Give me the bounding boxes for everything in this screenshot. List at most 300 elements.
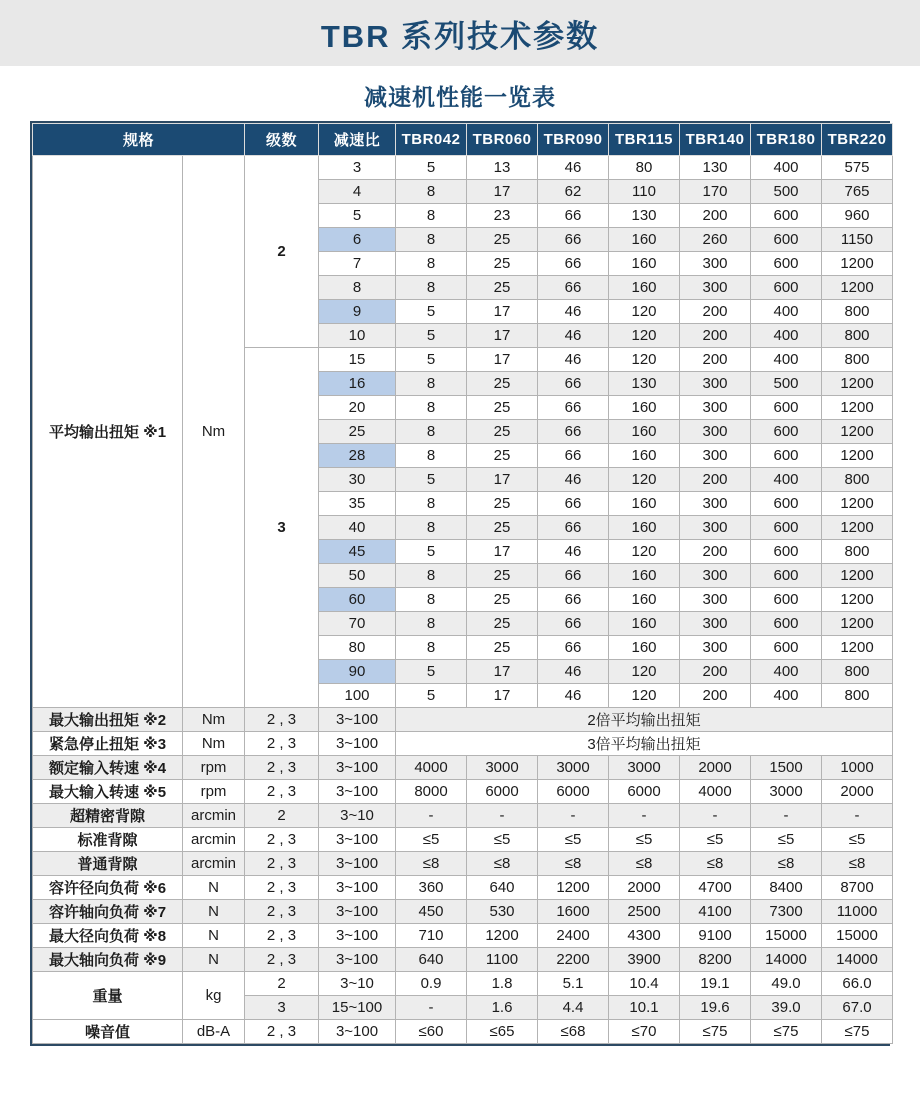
- value-cell: 66: [538, 228, 609, 252]
- table-row: [33, 756, 893, 780]
- value-cell: 600: [751, 492, 822, 516]
- ratio-cell: 30: [319, 468, 396, 492]
- ratio-cell: 3~100: [319, 876, 396, 900]
- value-cell: 6000: [467, 780, 538, 804]
- value-cell: 5.1: [538, 972, 609, 996]
- table-row: [33, 876, 893, 900]
- value-cell: 120: [609, 660, 680, 684]
- value-cell: ≤8: [538, 852, 609, 876]
- value-cell: 110: [609, 180, 680, 204]
- value-cell: 200: [680, 660, 751, 684]
- value-cell: 5: [396, 468, 467, 492]
- value-cell: 66: [538, 420, 609, 444]
- value-cell: 530: [467, 900, 538, 924]
- value-cell: 8: [396, 444, 467, 468]
- value-cell: 600: [751, 396, 822, 420]
- column-header-tbr090: TBR090: [538, 124, 609, 156]
- stage-cell: 2 , 3: [245, 900, 319, 924]
- value-cell: 25: [467, 228, 538, 252]
- value-cell: 8: [396, 372, 467, 396]
- value-cell: 400: [751, 300, 822, 324]
- value-cell: 120: [609, 684, 680, 708]
- value-cell: 960: [822, 204, 893, 228]
- value-cell: 130: [609, 372, 680, 396]
- value-cell: 8: [396, 588, 467, 612]
- value-cell: 46: [538, 684, 609, 708]
- value-cell: 400: [751, 156, 822, 180]
- value-cell: 200: [680, 684, 751, 708]
- column-header-tbr115: TBR115: [609, 124, 680, 156]
- value-cell: 8: [396, 252, 467, 276]
- value-cell: 160: [609, 564, 680, 588]
- value-cell: 17: [467, 324, 538, 348]
- value-cell: 10.4: [609, 972, 680, 996]
- value-cell: ≤8: [822, 852, 893, 876]
- value-cell: 2000: [609, 876, 680, 900]
- value-cell: 23: [467, 204, 538, 228]
- value-cell: 300: [680, 372, 751, 396]
- value-cell: 66: [538, 588, 609, 612]
- value-cell: 1200: [822, 396, 893, 420]
- value-cell: 39.0: [751, 996, 822, 1020]
- value-cell: 13: [467, 156, 538, 180]
- value-cell: 3900: [609, 948, 680, 972]
- column-header-tbr042: TBR042: [396, 124, 467, 156]
- value-cell: ≤5: [467, 828, 538, 852]
- value-cell: 0.9: [396, 972, 467, 996]
- value-cell: 710: [396, 924, 467, 948]
- value-cell: 2200: [538, 948, 609, 972]
- value-cell: 300: [680, 564, 751, 588]
- stage-cell: 2 , 3: [245, 756, 319, 780]
- unit-cell: arcmin: [183, 828, 245, 852]
- value-cell: 4100: [680, 900, 751, 924]
- value-cell: 66: [538, 636, 609, 660]
- value-cell: 200: [680, 540, 751, 564]
- value-cell: 800: [822, 324, 893, 348]
- value-cell: 8: [396, 276, 467, 300]
- ratio-cell: 25: [319, 420, 396, 444]
- value-cell: -: [396, 996, 467, 1020]
- value-cell: 8: [396, 420, 467, 444]
- value-cell: 67.0: [822, 996, 893, 1020]
- value-cell: 66: [538, 372, 609, 396]
- stage-cell: 2: [245, 804, 319, 828]
- value-cell: 120: [609, 300, 680, 324]
- value-cell: 46: [538, 348, 609, 372]
- value-cell: 3000: [467, 756, 538, 780]
- value-cell: 2000: [680, 756, 751, 780]
- value-cell: -: [396, 804, 467, 828]
- value-cell: 600: [751, 444, 822, 468]
- spec-label: 最大轴向负荷 ※9: [33, 948, 183, 972]
- value-cell: 800: [822, 468, 893, 492]
- value-cell: 3000: [609, 756, 680, 780]
- unit-cell: dB-A: [183, 1020, 245, 1044]
- column-header-spec: 规格: [33, 124, 245, 156]
- value-cell: 160: [609, 516, 680, 540]
- value-cell: 46: [538, 540, 609, 564]
- column-header-级数: 级数: [245, 124, 319, 156]
- value-cell: 9100: [680, 924, 751, 948]
- value-cell: 46: [538, 324, 609, 348]
- value-cell: 300: [680, 612, 751, 636]
- value-cell: 25: [467, 276, 538, 300]
- ratio-cell: 3: [319, 156, 396, 180]
- spec-table: [32, 123, 893, 1044]
- value-cell: 66: [538, 564, 609, 588]
- value-cell: 17: [467, 540, 538, 564]
- column-header-tbr220: TBR220: [822, 124, 893, 156]
- value-cell: 25: [467, 252, 538, 276]
- value-cell: 5: [396, 348, 467, 372]
- spec-label: 普通背隙: [33, 852, 183, 876]
- table-header: [33, 124, 893, 156]
- value-cell: 800: [822, 540, 893, 564]
- value-cell: 4300: [609, 924, 680, 948]
- value-cell: 66: [538, 204, 609, 228]
- ratio-cell: 7: [319, 252, 396, 276]
- ratio-cell: 6: [319, 228, 396, 252]
- value-cell: 1200: [822, 420, 893, 444]
- value-cell: ≤75: [680, 1020, 751, 1044]
- value-cell: 80: [609, 156, 680, 180]
- value-cell: 200: [680, 300, 751, 324]
- ratio-cell: 8: [319, 276, 396, 300]
- stage-cell: 3: [245, 996, 319, 1020]
- ratio-cell: 3~100: [319, 1020, 396, 1044]
- value-cell: 17: [467, 660, 538, 684]
- value-cell: 2400: [538, 924, 609, 948]
- ratio-cell: 3~100: [319, 948, 396, 972]
- value-cell: 130: [609, 204, 680, 228]
- ratio-cell: 3~100: [319, 708, 396, 732]
- ratio-cell: 3~100: [319, 828, 396, 852]
- value-cell: 160: [609, 588, 680, 612]
- value-cell: 3000: [538, 756, 609, 780]
- value-cell: 1200: [822, 516, 893, 540]
- unit-cell: arcmin: [183, 804, 245, 828]
- unit-cell: rpm: [183, 780, 245, 804]
- value-cell: 160: [609, 396, 680, 420]
- value-cell: 600: [751, 564, 822, 588]
- value-cell: 1600: [538, 900, 609, 924]
- value-cell: ≤5: [751, 828, 822, 852]
- value-cell: 25: [467, 588, 538, 612]
- value-cell: -: [822, 804, 893, 828]
- value-cell: 160: [609, 276, 680, 300]
- value-cell: 200: [680, 204, 751, 228]
- value-cell: 160: [609, 444, 680, 468]
- unit-cell: N: [183, 924, 245, 948]
- value-cell: -: [680, 804, 751, 828]
- value-cell: 400: [751, 468, 822, 492]
- unit-cell: N: [183, 876, 245, 900]
- ratio-cell: 50: [319, 564, 396, 588]
- ratio-cell: 3~100: [319, 900, 396, 924]
- table-body: [33, 156, 893, 1044]
- value-cell: 600: [751, 252, 822, 276]
- ratio-cell: 3~100: [319, 924, 396, 948]
- value-cell: 1000: [822, 756, 893, 780]
- value-cell: 170: [680, 180, 751, 204]
- value-cell: 15000: [822, 924, 893, 948]
- value-cell: 5: [396, 540, 467, 564]
- value-cell: 25: [467, 372, 538, 396]
- value-cell: ≤75: [751, 1020, 822, 1044]
- ratio-cell: 10: [319, 324, 396, 348]
- table-row: [33, 828, 893, 852]
- spec-label: 容许径向负荷 ※6: [33, 876, 183, 900]
- ratio-cell: 3~100: [319, 732, 396, 756]
- value-cell: 160: [609, 252, 680, 276]
- value-cell: 62: [538, 180, 609, 204]
- value-cell: 1500: [751, 756, 822, 780]
- value-cell: 66: [538, 612, 609, 636]
- column-header-减速比: 减速比: [319, 124, 396, 156]
- value-cell: 8: [396, 564, 467, 588]
- ratio-cell: 35: [319, 492, 396, 516]
- table-row: [33, 780, 893, 804]
- value-cell: 46: [538, 660, 609, 684]
- value-cell: 66: [538, 276, 609, 300]
- value-cell: 17: [467, 348, 538, 372]
- value-cell: 4000: [680, 780, 751, 804]
- stage-cell: 3: [245, 348, 319, 708]
- value-cell: 11000: [822, 900, 893, 924]
- spec-table-wrapper: [30, 121, 890, 1046]
- value-cell: 1200: [538, 876, 609, 900]
- spec-label: 紧急停止扭矩 ※3: [33, 732, 183, 756]
- value-cell: 5: [396, 684, 467, 708]
- value-cell: 8: [396, 612, 467, 636]
- value-cell: -: [609, 804, 680, 828]
- table-row: [33, 708, 893, 732]
- value-cell: ≤8: [396, 852, 467, 876]
- value-cell: 300: [680, 588, 751, 612]
- value-cell: 46: [538, 300, 609, 324]
- ratio-cell: 100: [319, 684, 396, 708]
- value-cell: -: [467, 804, 538, 828]
- ratio-cell: 3~100: [319, 780, 396, 804]
- value-cell: 1.8: [467, 972, 538, 996]
- ratio-cell: 70: [319, 612, 396, 636]
- value-cell: 17: [467, 684, 538, 708]
- value-cell: 300: [680, 396, 751, 420]
- value-cell: 66: [538, 444, 609, 468]
- merged-note-cell: 2倍平均输出扭矩: [396, 708, 893, 732]
- ratio-cell: 20: [319, 396, 396, 420]
- value-cell: 25: [467, 636, 538, 660]
- value-cell: 1200: [822, 444, 893, 468]
- value-cell: 7300: [751, 900, 822, 924]
- table-row: [33, 900, 893, 924]
- stage-cell: 2 , 3: [245, 876, 319, 900]
- merged-note-cell: 3倍平均输出扭矩: [396, 732, 893, 756]
- spec-label: 额定输入转速 ※4: [33, 756, 183, 780]
- value-cell: 300: [680, 492, 751, 516]
- value-cell: 5: [396, 156, 467, 180]
- title-banner: [0, 0, 920, 66]
- value-cell: 600: [751, 588, 822, 612]
- value-cell: 1200: [822, 612, 893, 636]
- value-cell: 300: [680, 252, 751, 276]
- value-cell: 640: [467, 876, 538, 900]
- page-title: TBR 系列技术参数: [320, 18, 600, 54]
- value-cell: 120: [609, 468, 680, 492]
- unit-cell: rpm: [183, 756, 245, 780]
- value-cell: ≤65: [467, 1020, 538, 1044]
- value-cell: 360: [396, 876, 467, 900]
- value-cell: 400: [751, 324, 822, 348]
- value-cell: 160: [609, 492, 680, 516]
- ratio-cell: 3~10: [319, 972, 396, 996]
- value-cell: 1200: [822, 588, 893, 612]
- value-cell: 8400: [751, 876, 822, 900]
- value-cell: 25: [467, 444, 538, 468]
- value-cell: 800: [822, 660, 893, 684]
- value-cell: 300: [680, 516, 751, 540]
- value-cell: 4.4: [538, 996, 609, 1020]
- value-cell: 14000: [822, 948, 893, 972]
- value-cell: 25: [467, 516, 538, 540]
- unit-cell: Nm: [183, 708, 245, 732]
- value-cell: 8200: [680, 948, 751, 972]
- value-cell: 25: [467, 612, 538, 636]
- value-cell: 600: [751, 204, 822, 228]
- value-cell: 160: [609, 228, 680, 252]
- table-row: [33, 948, 893, 972]
- table-row: [33, 732, 893, 756]
- value-cell: 5: [396, 660, 467, 684]
- value-cell: 600: [751, 420, 822, 444]
- value-cell: 1200: [822, 636, 893, 660]
- value-cell: ≤8: [680, 852, 751, 876]
- value-cell: 5: [396, 324, 467, 348]
- value-cell: 8000: [396, 780, 467, 804]
- value-cell: 1200: [467, 924, 538, 948]
- ratio-cell: 3~100: [319, 756, 396, 780]
- value-cell: 1200: [822, 564, 893, 588]
- value-cell: -: [751, 804, 822, 828]
- value-cell: ≤8: [751, 852, 822, 876]
- column-header-tbr060: TBR060: [467, 124, 538, 156]
- value-cell: 8: [396, 636, 467, 660]
- value-cell: 25: [467, 492, 538, 516]
- value-cell: 6000: [609, 780, 680, 804]
- stage-cell: 2 , 3: [245, 828, 319, 852]
- value-cell: 66.0: [822, 972, 893, 996]
- value-cell: ≤75: [822, 1020, 893, 1044]
- value-cell: 8: [396, 228, 467, 252]
- spec-label: 容许轴向负荷 ※7: [33, 900, 183, 924]
- stage-cell: 2 , 3: [245, 708, 319, 732]
- spec-label: 平均输出扭矩 ※1: [33, 156, 183, 708]
- value-cell: 800: [822, 348, 893, 372]
- value-cell: 600: [751, 636, 822, 660]
- value-cell: 8: [396, 492, 467, 516]
- ratio-cell: 9: [319, 300, 396, 324]
- spec-label: 最大输出扭矩 ※2: [33, 708, 183, 732]
- ratio-cell: 15~100: [319, 996, 396, 1020]
- value-cell: 1200: [822, 372, 893, 396]
- unit-cell: kg: [183, 972, 245, 1020]
- value-cell: 15000: [751, 924, 822, 948]
- value-cell: 8: [396, 180, 467, 204]
- value-cell: ≤8: [609, 852, 680, 876]
- value-cell: 120: [609, 348, 680, 372]
- value-cell: 6000: [538, 780, 609, 804]
- value-cell: 120: [609, 324, 680, 348]
- value-cell: 160: [609, 420, 680, 444]
- value-cell: 8: [396, 204, 467, 228]
- value-cell: 5: [396, 300, 467, 324]
- value-cell: 600: [751, 228, 822, 252]
- value-cell: 66: [538, 516, 609, 540]
- spec-label: 标准背隙: [33, 828, 183, 852]
- value-cell: 500: [751, 180, 822, 204]
- unit-cell: Nm: [183, 732, 245, 756]
- header-row: [33, 124, 893, 156]
- value-cell: 14000: [751, 948, 822, 972]
- value-cell: ≤5: [538, 828, 609, 852]
- value-cell: 66: [538, 396, 609, 420]
- column-header-tbr140: TBR140: [680, 124, 751, 156]
- unit-cell: Nm: [183, 156, 245, 708]
- value-cell: 400: [751, 348, 822, 372]
- value-cell: 600: [751, 516, 822, 540]
- value-cell: 300: [680, 276, 751, 300]
- value-cell: ≤5: [680, 828, 751, 852]
- value-cell: ≤70: [609, 1020, 680, 1044]
- value-cell: 25: [467, 396, 538, 420]
- value-cell: ≤5: [396, 828, 467, 852]
- value-cell: 8700: [822, 876, 893, 900]
- ratio-cell: 15: [319, 348, 396, 372]
- value-cell: 1200: [822, 252, 893, 276]
- value-cell: 120: [609, 540, 680, 564]
- ratio-cell: 60: [319, 588, 396, 612]
- value-cell: 160: [609, 636, 680, 660]
- unit-cell: N: [183, 948, 245, 972]
- value-cell: 600: [751, 612, 822, 636]
- value-cell: 8: [396, 396, 467, 420]
- value-cell: 200: [680, 348, 751, 372]
- value-cell: 1200: [822, 492, 893, 516]
- value-cell: 130: [680, 156, 751, 180]
- stage-cell: 2 , 3: [245, 732, 319, 756]
- value-cell: 4000: [396, 756, 467, 780]
- value-cell: 160: [609, 612, 680, 636]
- value-cell: 2000: [822, 780, 893, 804]
- value-cell: 600: [751, 540, 822, 564]
- column-header-tbr180: TBR180: [751, 124, 822, 156]
- ratio-cell: 80: [319, 636, 396, 660]
- ratio-cell: 28: [319, 444, 396, 468]
- ratio-cell: 45: [319, 540, 396, 564]
- value-cell: 17: [467, 468, 538, 492]
- value-cell: 640: [396, 948, 467, 972]
- value-cell: 66: [538, 492, 609, 516]
- spec-label: 噪音值: [33, 1020, 183, 1044]
- value-cell: 260: [680, 228, 751, 252]
- value-cell: 46: [538, 156, 609, 180]
- value-cell: 17: [467, 300, 538, 324]
- stage-cell: 2 , 3: [245, 852, 319, 876]
- table-row: [33, 924, 893, 948]
- stage-cell: 2 , 3: [245, 780, 319, 804]
- value-cell: 300: [680, 636, 751, 660]
